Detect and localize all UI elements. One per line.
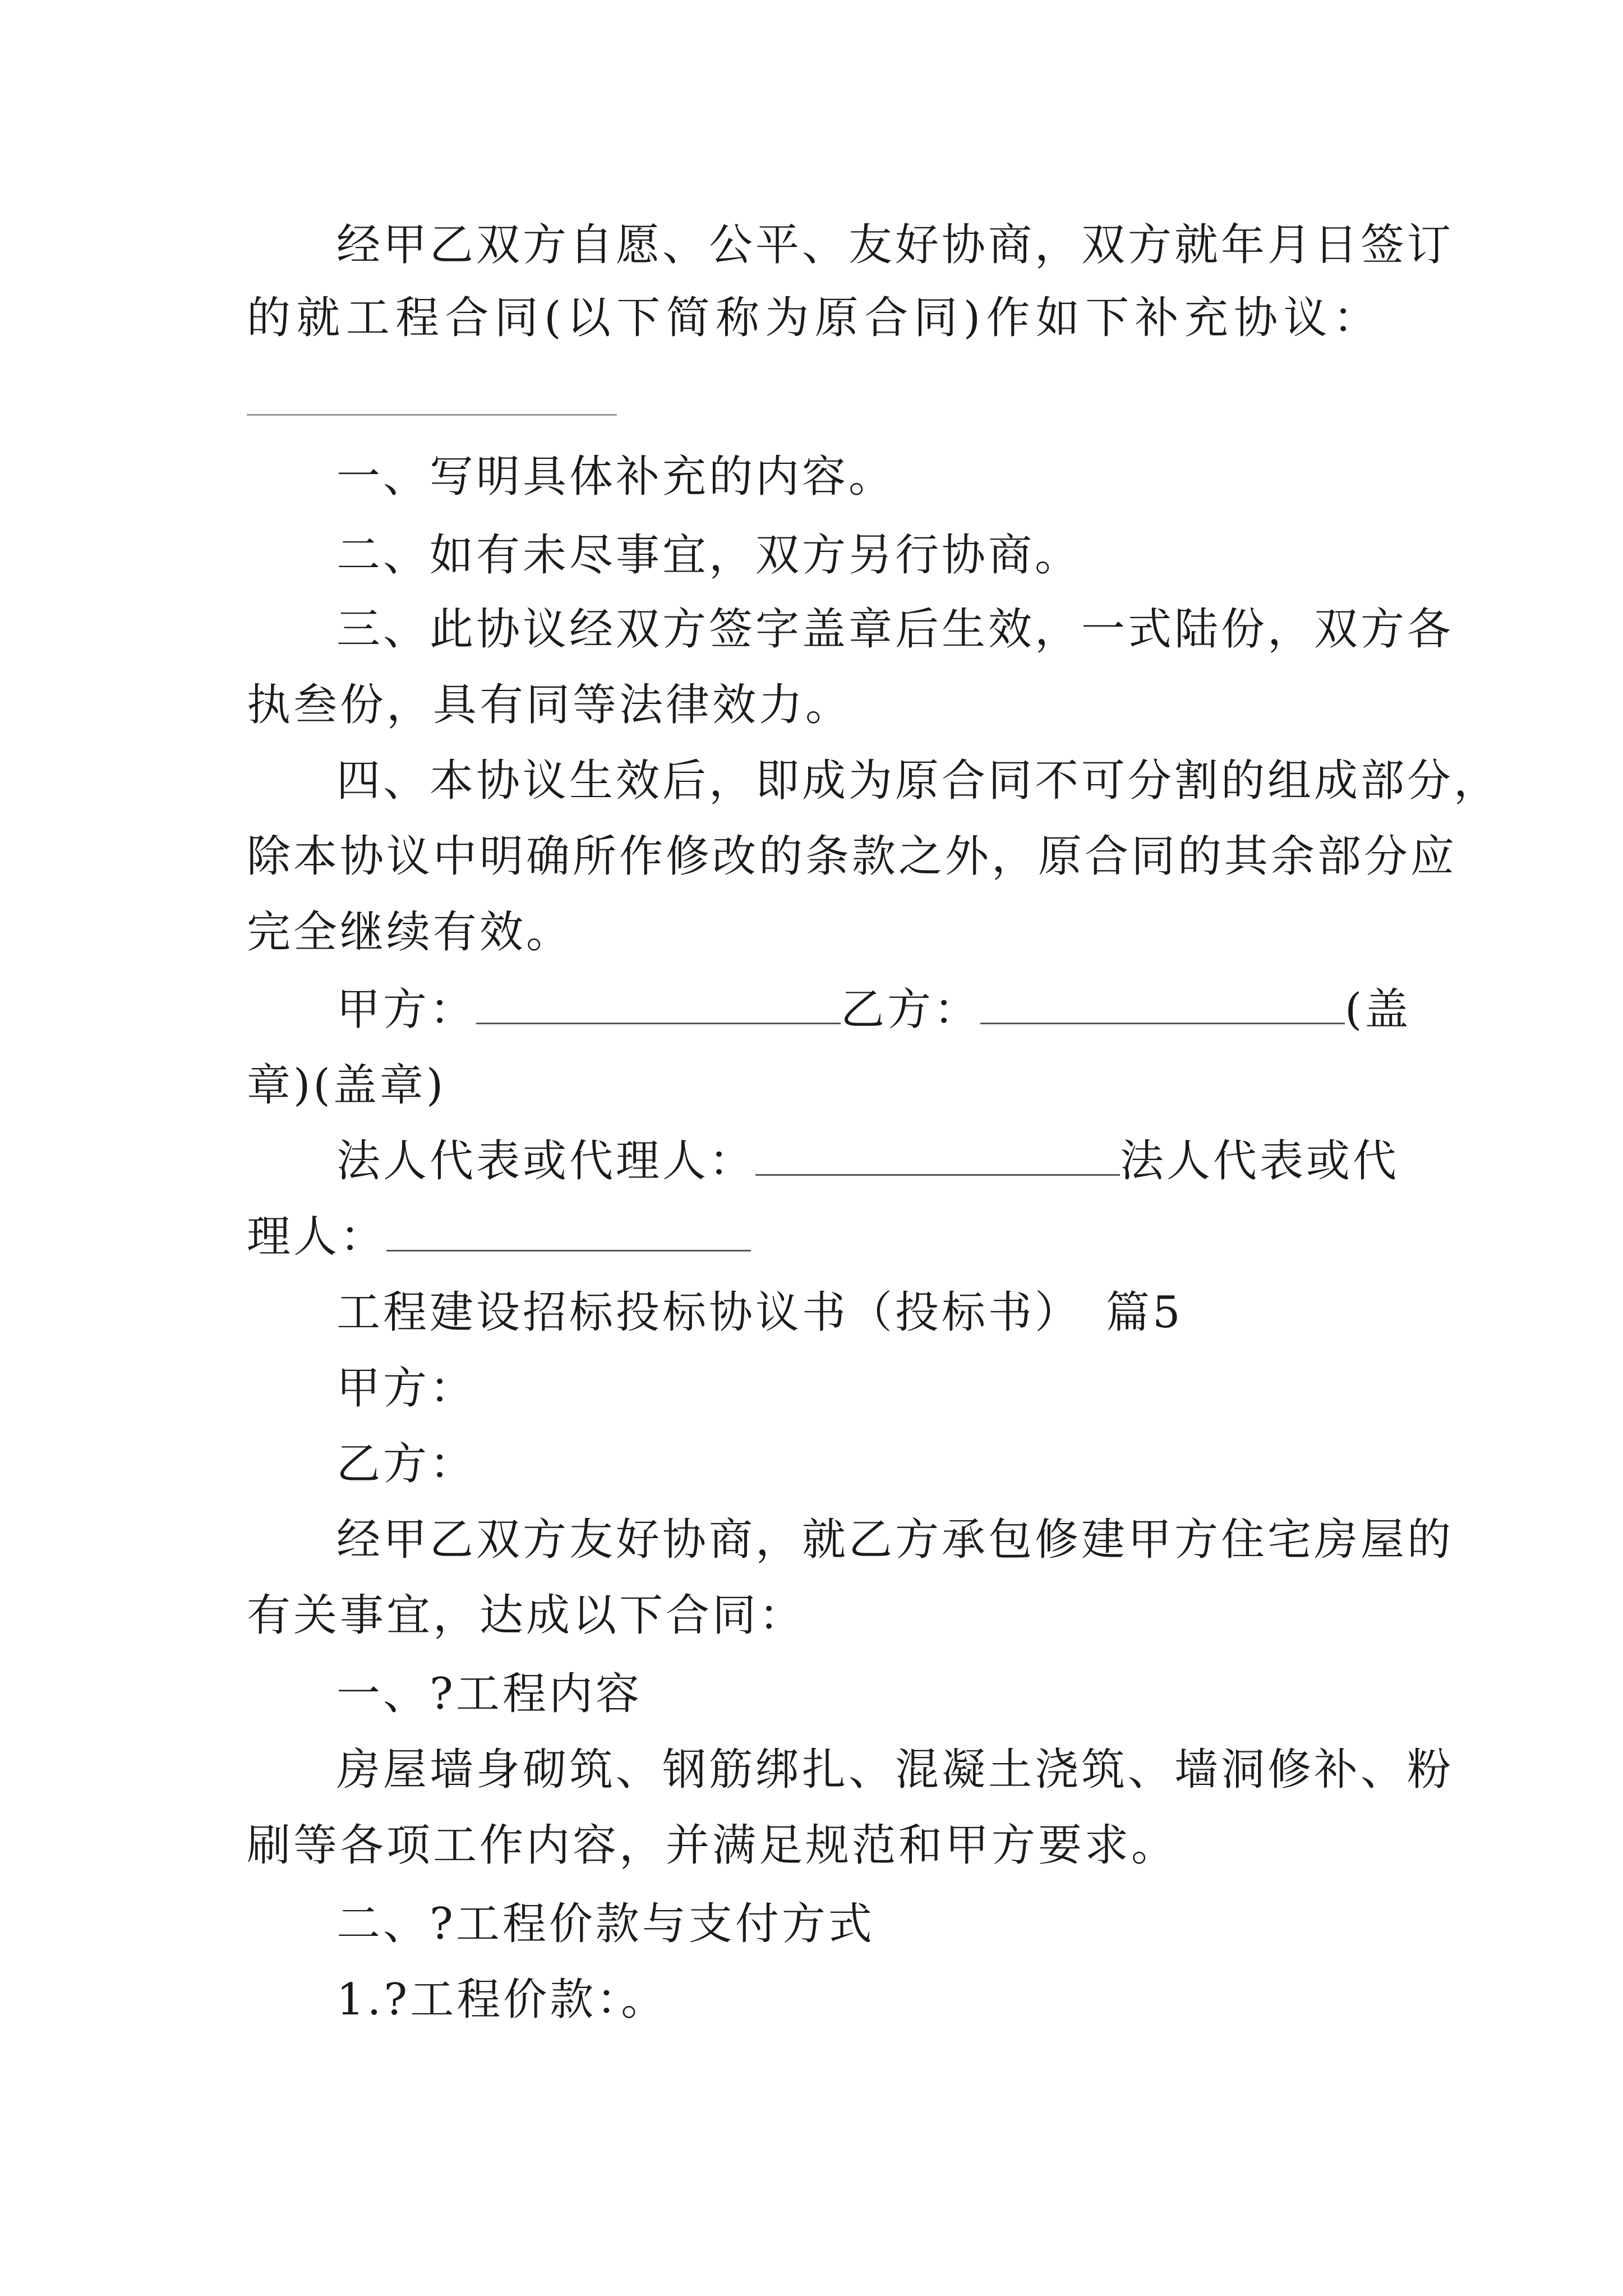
party-a-label: 甲方：: [336, 984, 477, 1035]
section5-content-2: 刷等各项工作内容，并满足规范和甲方要求。: [247, 1820, 1178, 1871]
rep-b-label-2: 理人：: [247, 1212, 387, 1262]
rep-a-label: 法人代表或代理人：: [336, 1136, 756, 1186]
section5-heading-1: 一、?工程内容: [336, 1669, 642, 1719]
item-four-line-1: 四、本协议生效后，即成为原合同不可分割的组成部分，: [336, 756, 1501, 806]
party-b-label: 乙方：: [841, 984, 981, 1035]
seal-label-a: (盖: [1345, 984, 1412, 1035]
seal-line: 章)(盖章): [247, 1060, 446, 1111]
item-three-line-2: 执叁份，具有同等法律效力。: [247, 680, 852, 730]
rep-b-blank: [386, 1216, 751, 1251]
rep-b-label: 法人代表或代: [1120, 1136, 1400, 1186]
item-two: 二、如有未尽事宜，双方另行协商。: [336, 530, 1082, 581]
item-one: 一、写明具体补充的内容。: [336, 452, 896, 502]
intro-line-2: 的就工程合同(以下简称为原合同)作如下补充协议：: [247, 293, 1380, 343]
section5-price: 1.?工程价款：。: [336, 1975, 668, 2025]
representative-line: [336, 1125, 1400, 1198]
intro-line-1: 经甲乙双方自愿、公平、友好协商，双方就年月日签订: [336, 220, 1454, 270]
section5-party-b: 乙方：: [336, 1439, 477, 1489]
item-three-line-1: 三、此协议经双方签字盖章后生效，一式陆份，双方各: [336, 604, 1454, 655]
section5-heading-2: 二、?工程价款与支付方式: [336, 1899, 875, 1949]
party-b-blank: [980, 989, 1345, 1024]
signature-parties-line: [336, 973, 1412, 1046]
section5-intro-2: 有关事宜，达成以下合同：: [247, 1590, 806, 1641]
item-four-line-2: 除本协议中明确所作修改的条款之外，原合同的其余部分应: [247, 831, 1458, 882]
representative-line-2: [247, 1200, 1380, 1273]
rep-a-blank: [755, 1140, 1120, 1176]
section5-intro-1: 经甲乙双方友好协商，就乙方承包修建甲方住宅房屋的: [336, 1515, 1454, 1565]
item-four-line-3: 完全继续有效。: [247, 907, 573, 958]
section5-content-1: 房屋墙身砌筑、钢筋绑扎、混凝土浇筑、墙洞修补、粉: [336, 1745, 1454, 1795]
party-a-blank: [476, 989, 841, 1024]
section5-party-a: 甲方：: [336, 1363, 477, 1414]
section5-title: 工程建设招标投标协议书（投标书） 篇5: [336, 1287, 1183, 1338]
separator-line: [247, 414, 617, 416]
